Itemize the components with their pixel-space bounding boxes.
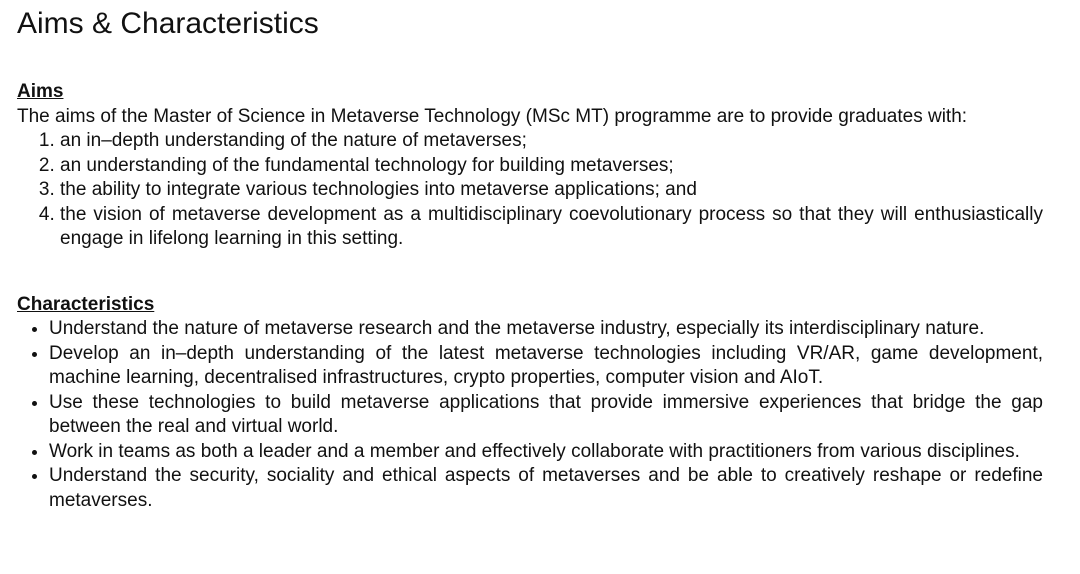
aims-item-3: 3. the ability to integrate various technologies into metaverse applications; and — [60, 178, 1043, 203]
characteristics-item-4: • Work in teams as both a leader and a member and effectively collaborate with practitioners from various disciplines. — [49, 440, 1043, 465]
characteristics-section — [17, 293, 1043, 514]
aims-item-1: 1. an in–depth understanding of the nature of metaverses; — [60, 129, 1043, 154]
characteristics-item-2: • Develop an in–depth understanding of the latest metaverse technologies including VR/AR, game development, machine learning, decentralised infrastructures, crypto properties, computer vision and AIoT. — [49, 342, 1043, 391]
page-title: Aims & Characteristics — [17, 7, 319, 40]
characteristics-list — [17, 317, 1043, 513]
characteristics-item-5: • Understand the security, sociality and ethical aspects of metaverses and be able to creatively reshape or redefine metaverses. — [49, 464, 1043, 513]
aims-item-2: 2. an understanding of the fundamental technology for building metaverses; — [60, 154, 1043, 179]
aims-heading: Aims — [17, 81, 64, 102]
characteristics-item-3: • Use these technologies to build metaverse applications that provide immersive experiences that bridge the gap between the real and virtual world. — [49, 391, 1043, 440]
aims-list — [17, 129, 1043, 252]
characteristics-item-1: • Understand the nature of metaverse research and the metaverse industry, especially its interdisciplinary nature. — [49, 317, 1043, 342]
aims-item-4: 4. the vision of metaverse development as a multidisciplinary coevolutionary process so that they will enthusiastically engage in lifelong learning in this setting. — [60, 203, 1043, 252]
aims-intro: The aims of the Master of Science in Metaverse Technology (MSc MT) programme are to provide graduates with: — [17, 105, 968, 127]
aims-section — [17, 80, 1043, 252]
characteristics-heading: Characteristics — [17, 293, 155, 315]
